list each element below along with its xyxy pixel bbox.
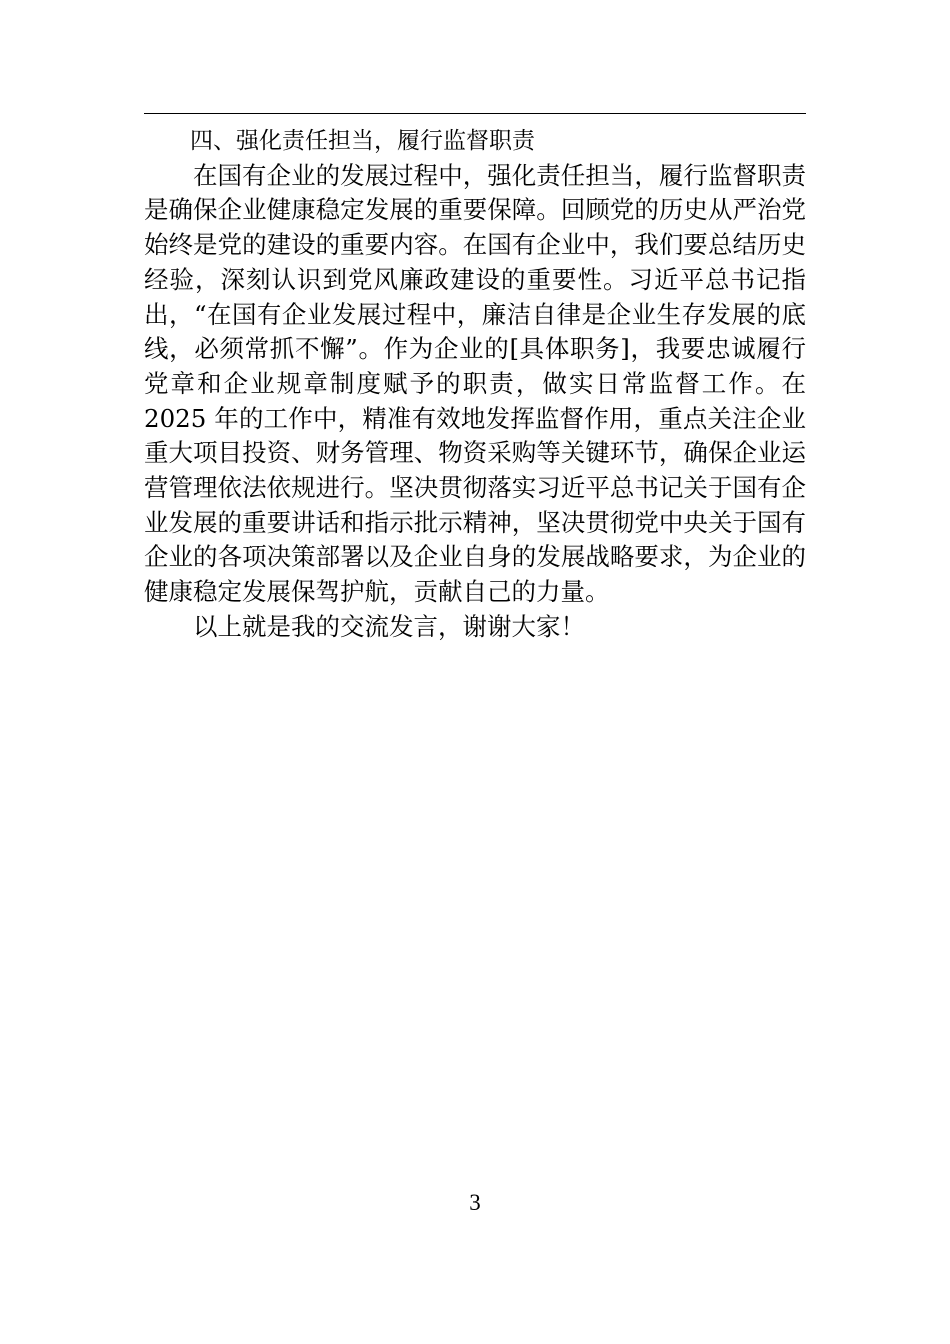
section-heading: 四、强化责任担当，履行监督职责 <box>190 128 535 154</box>
closing-paragraph: 以上就是我的交流发言，谢谢大家！ <box>193 611 585 641</box>
page-number: 3 <box>469 1190 481 1215</box>
document-body <box>144 124 806 645</box>
header-rule <box>144 113 806 114</box>
body-paragraph: 在国有企业的发展过程中，强化责任担当，履行监督职责是确保企业健康稳定发展的重要保障。回顾党的历史从严治党始终是党的建设的重要内容。在国有企业中，我们要总结历史经验，深刻认识到党风廉政建设的重要性。习近平总书记指出，“在国有企业发展过程中，廉洁自律是企业生存发展的底线，必须常抓不懈”。作为企业的[具体职务]，我要忠诚履行党章和企业规章制度赋予的职责，做实日常监督工作。在 2025 年的工作中，精准有效地发挥监督作用，重点关注企业重大项目投资、财务管理、物资采购等关键环节，确保企业运营管理依法依规进行。坚决贯彻落实习近平总书记关于国有企业发展的重要讲话和指示批示精神，坚决贯彻党中央关于国有企业的各项决策部署以及企业自身的发展战略要求，为企业的健康稳定发展保驾护航，贡献自己的力量。 <box>144 160 806 607</box>
